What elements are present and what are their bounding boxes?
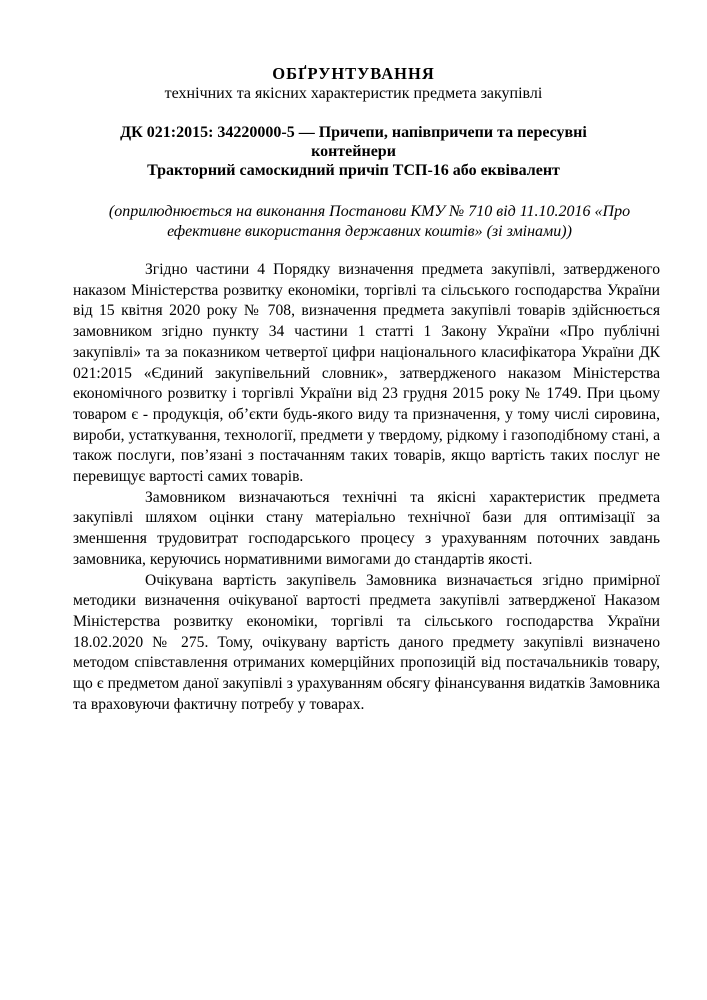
document-subtitle: технічних та якісних характеристик предмета закупівлі <box>164 85 543 102</box>
cpv-code-line: ДК 021:2015: 34220000-5 — Причепи, напівпричепи та пересувні контейнери <box>120 124 587 160</box>
paragraph: Очікувана вартість закупівель Замовника визначається згідно примірної методики визначення очікуваної вартості предмета закупівлі затвердженої Наказом Міністерства розвитку економіки, торгівлі та сільського господарства України 18.02.2020 № 275. Тому, очікувану вартість даного предмету закупівлі визначено методом співставлення отриманих комерційних пропозицій від постачальників товару, що є предметом даної закупівлі з урахуванням обсягу фінансування видатків Замовника та враховуючи фактичну потребу у товарах. <box>73 571 660 713</box>
paragraph: Згідно частини 4 Порядку визначення предмета закупівлі, затвердженого наказом Міністерства розвитку економіки, торгівлі та сільського господарства України від 15 квітня 2020 року № 708, визначення предмета закупівлі товарів здійснюється замовником згідно пункту 34 частини 1 статті 1 Закону України «Про публічні закупівлі» та за показником четвертої цифри національного класифікатора України ДК 021:2015 «Єдиний закупівельний словник», затвердженого наказом Міністерства економічного розвитку і торгівлі України від 23 грудня 2015 року № 1749. При цьому товаром є - продукція, об’єкти будь-якого виду та призначення, у тому числі сировина, вироби, устаткування, технології, предмети у твердому, рідкому і газоподібному стані, а також послуги, пов’язані з постачанням таких товарів, якщо вартість таких послуг не перевищує вартості самих товарів. <box>73 261 660 486</box>
publication-note: (оприлюднюється на виконання Постанови КМУ № 710 від 11.10.2016 «Про ефективне використання державних коштів» (зі змінами)) <box>108 203 631 240</box>
document-title: ОБҐРУНТУВАННЯ <box>272 64 435 83</box>
procurement-subject <box>110 123 597 180</box>
document-body <box>73 260 660 715</box>
paragraph: Замовником визначаються технічні та якісні характеристик предмета закупівлі шляхом оцінки стану матеріально технічної бази для оптимізації за зменшення трудовитрат господарського процесу з урахуванням поточних завдань замовника, керуючись нормативними вимогами до стандартів якості. <box>73 488 660 568</box>
item-name-line: Тракторний самоскидний причіп ТСП-16 або еквівалент <box>147 162 560 179</box>
